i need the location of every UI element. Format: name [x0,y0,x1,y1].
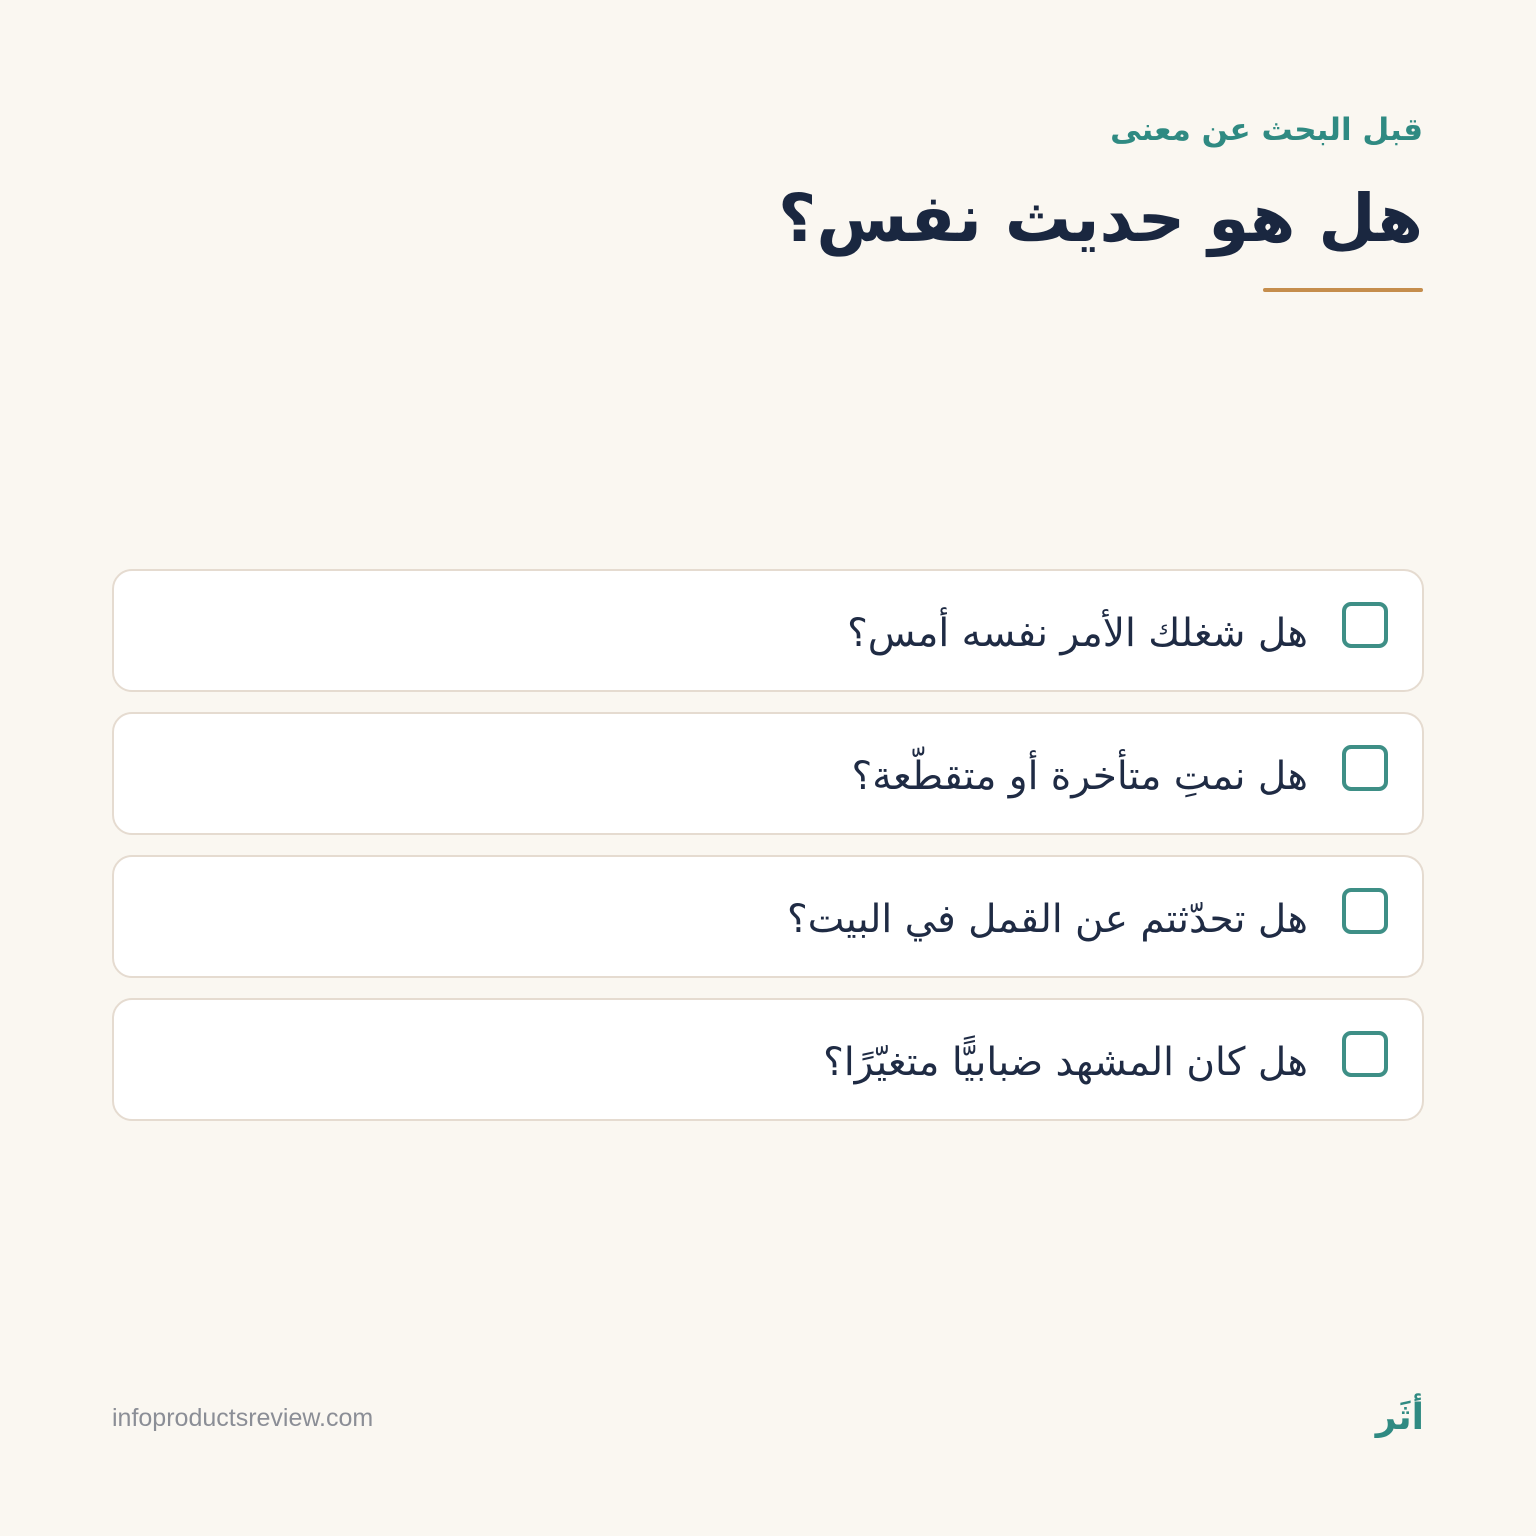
checkbox-icon[interactable] [1342,1031,1388,1077]
checklist-item-label: هل نمتِ متأخرة أو متقطّعة؟ [851,753,1308,799]
title-divider [1263,288,1423,292]
checklist-item[interactable] [112,712,1424,835]
checkbox-icon[interactable] [1342,745,1388,791]
page-title: هل هو حديث نفس؟ [778,180,1423,257]
checklist-item[interactable] [112,998,1424,1121]
checklist-item-label: هل تحدّثتم عن القمل في البيت؟ [786,896,1308,942]
brand-logo: أثَر [1375,1397,1424,1438]
eyebrow-text: قبل البحث عن معنى [1110,112,1423,148]
checklist-item-label: هل كان المشهد ضبابيًّا متغيّرًا؟ [823,1039,1308,1085]
checkbox-icon[interactable] [1342,602,1388,648]
footer-url: infoproductsreview.com [112,1404,374,1432]
header [523,100,1423,278]
checkbox-icon[interactable] [1342,888,1388,934]
checklist-item[interactable] [112,855,1424,978]
checklist-item-label: هل شغلك الأمر نفسه أمس؟ [847,610,1308,656]
checklist [112,569,1424,1141]
checklist-item[interactable] [112,569,1424,692]
